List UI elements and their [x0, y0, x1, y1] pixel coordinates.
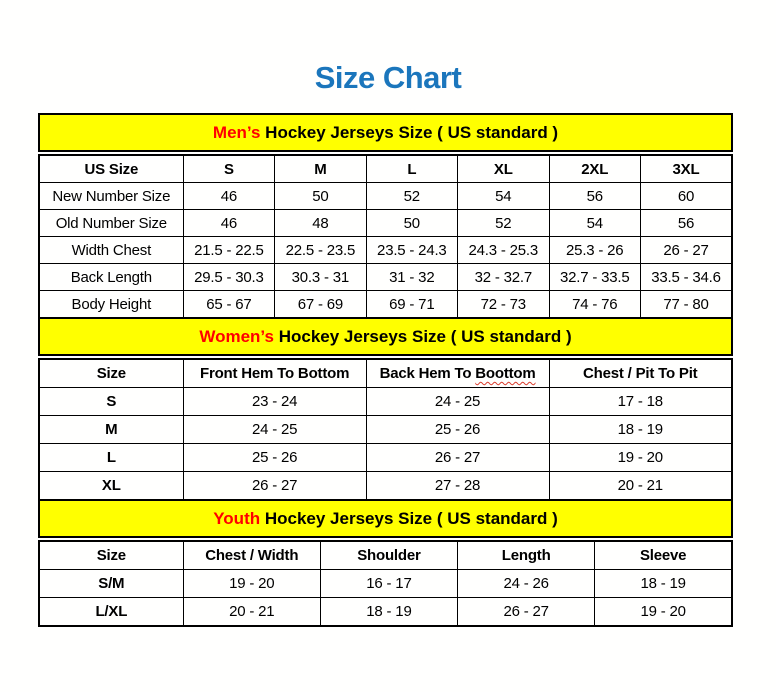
- youth-section-header-text: Hockey Jerseys Size ( US standard ): [260, 508, 558, 528]
- mens-section: [38, 113, 733, 319]
- mens-cell: 26 - 27: [640, 237, 732, 264]
- mens-column-header: XL: [458, 155, 549, 183]
- mens-cell: 77 - 80: [640, 291, 732, 319]
- youth-cell: 18 - 19: [595, 570, 732, 598]
- mens-row-label: New Number Size: [39, 183, 183, 210]
- mens-column-header: 3XL: [640, 155, 732, 183]
- mens-cell: 30.3 - 31: [275, 264, 366, 291]
- mens-cell: 60: [640, 183, 732, 210]
- womens-column-header: Chest / Pit To Pit: [549, 359, 732, 388]
- womens-row-label: S: [39, 388, 183, 416]
- youth-cell: 18 - 19: [320, 598, 457, 627]
- womens-cell: 25 - 26: [183, 444, 366, 472]
- womens-cell: 27 - 28: [366, 472, 549, 501]
- mens-cell: 32 - 32.7: [458, 264, 549, 291]
- womens-cell: 25 - 26: [366, 416, 549, 444]
- mens-table-row: [39, 183, 732, 210]
- womens-size-table: [38, 358, 733, 501]
- mens-cell: 32.7 - 33.5: [549, 264, 640, 291]
- mens-cell: 33.5 - 34.6: [640, 264, 732, 291]
- womens-section-header: [38, 317, 733, 356]
- womens-column-header: Front Hem To Bottom: [183, 359, 366, 388]
- page-title: Size Chart: [314, 60, 462, 95]
- womens-cell: 20 - 21: [549, 472, 732, 501]
- youth-section-header: [38, 499, 733, 538]
- mens-cell: 67 - 69: [275, 291, 366, 319]
- youth-table-row: [39, 598, 732, 627]
- mens-cell: 54: [549, 210, 640, 237]
- mens-size-table: [38, 154, 733, 319]
- youth-section: [38, 499, 733, 627]
- youth-row-label: S/M: [39, 570, 183, 598]
- womens-row-label: XL: [39, 472, 183, 501]
- mens-cell: 46: [183, 210, 274, 237]
- youth-column-header: Shoulder: [320, 541, 457, 570]
- mens-section-header-text: Hockey Jerseys Size ( US standard ): [260, 122, 559, 142]
- womens-table-row: [39, 388, 732, 416]
- mens-cell: 23.5 - 24.3: [366, 237, 457, 264]
- womens-section: [38, 317, 733, 501]
- womens-cell: 26 - 27: [183, 472, 366, 501]
- mens-row-label: Body Height: [39, 291, 183, 319]
- youth-cell: 19 - 20: [183, 570, 320, 598]
- mens-row-label: Back Length: [39, 264, 183, 291]
- youth-table-row: [39, 570, 732, 598]
- mens-cell: 54: [458, 183, 549, 210]
- youth-cell: 20 - 21: [183, 598, 320, 627]
- youth-column-header: Sleeve: [595, 541, 732, 570]
- youth-row-label: L/XL: [39, 598, 183, 627]
- mens-row-label: Width Chest: [39, 237, 183, 264]
- womens-cell: 18 - 19: [549, 416, 732, 444]
- mens-cell: 24.3 - 25.3: [458, 237, 549, 264]
- mens-table-row: [39, 264, 732, 291]
- womens-table-row: [39, 416, 732, 444]
- size-chart-tables: [38, 113, 733, 627]
- youth-column-header: Length: [458, 541, 595, 570]
- mens-cell: 22.5 - 23.5: [275, 237, 366, 264]
- womens-column-header-row: [39, 359, 732, 388]
- mens-cell: 25.3 - 26: [549, 237, 640, 264]
- womens-table-row: [39, 472, 732, 501]
- mens-section-header-accent: Men’s: [212, 122, 261, 142]
- mens-table-row: [39, 237, 732, 264]
- mens-column-header: S: [183, 155, 274, 183]
- mens-cell: 50: [366, 210, 457, 237]
- mens-cell: 52: [366, 183, 457, 210]
- womens-cell: 24 - 25: [183, 416, 366, 444]
- mens-column-header: US Size: [39, 155, 183, 183]
- mens-table-row: [39, 210, 732, 237]
- spellcheck-squiggle-word: Boottom: [475, 365, 536, 382]
- mens-row-label: Old Number Size: [39, 210, 183, 237]
- youth-section-header-accent: Youth: [213, 508, 261, 528]
- mens-cell: 31 - 32: [366, 264, 457, 291]
- womens-row-label: M: [39, 416, 183, 444]
- womens-section-header-accent: Women’s: [199, 326, 274, 346]
- mens-cell: 56: [549, 183, 640, 210]
- womens-column-header: Size: [39, 359, 183, 388]
- youth-cell: 16 - 17: [320, 570, 457, 598]
- mens-cell: 29.5 - 30.3: [183, 264, 274, 291]
- youth-size-table: [38, 540, 733, 627]
- mens-cell: 74 - 76: [549, 291, 640, 319]
- youth-cell: 19 - 20: [595, 598, 732, 627]
- mens-column-header-row: [39, 155, 732, 183]
- youth-column-header: Chest / Width: [183, 541, 320, 570]
- mens-cell: 56: [640, 210, 732, 237]
- mens-section-header: [38, 113, 733, 152]
- youth-cell: 24 - 26: [458, 570, 595, 598]
- mens-cell: 50: [275, 183, 366, 210]
- mens-column-header: M: [275, 155, 366, 183]
- youth-column-header: Size: [39, 541, 183, 570]
- mens-cell: 21.5 - 22.5: [183, 237, 274, 264]
- womens-cell: 24 - 25: [366, 388, 549, 416]
- youth-cell: 26 - 27: [458, 598, 595, 627]
- womens-cell: 26 - 27: [366, 444, 549, 472]
- youth-column-header-row: [39, 541, 732, 570]
- womens-section-header-text: Hockey Jerseys Size ( US standard ): [273, 326, 572, 346]
- womens-row-label: L: [39, 444, 183, 472]
- womens-column-header: Back Hem To Boottom: [366, 359, 549, 388]
- mens-cell: 69 - 71: [366, 291, 457, 319]
- mens-cell: 46: [183, 183, 274, 210]
- womens-table-row: [39, 444, 732, 472]
- mens-cell: 52: [458, 210, 549, 237]
- mens-cell: 72 - 73: [458, 291, 549, 319]
- mens-column-header: L: [366, 155, 457, 183]
- womens-cell: 19 - 20: [549, 444, 732, 472]
- mens-cell: 48: [275, 210, 366, 237]
- mens-cell: 65 - 67: [183, 291, 274, 319]
- mens-table-row: [39, 291, 732, 319]
- mens-column-header: 2XL: [549, 155, 640, 183]
- womens-cell: 17 - 18: [549, 388, 732, 416]
- womens-cell: 23 - 24: [183, 388, 366, 416]
